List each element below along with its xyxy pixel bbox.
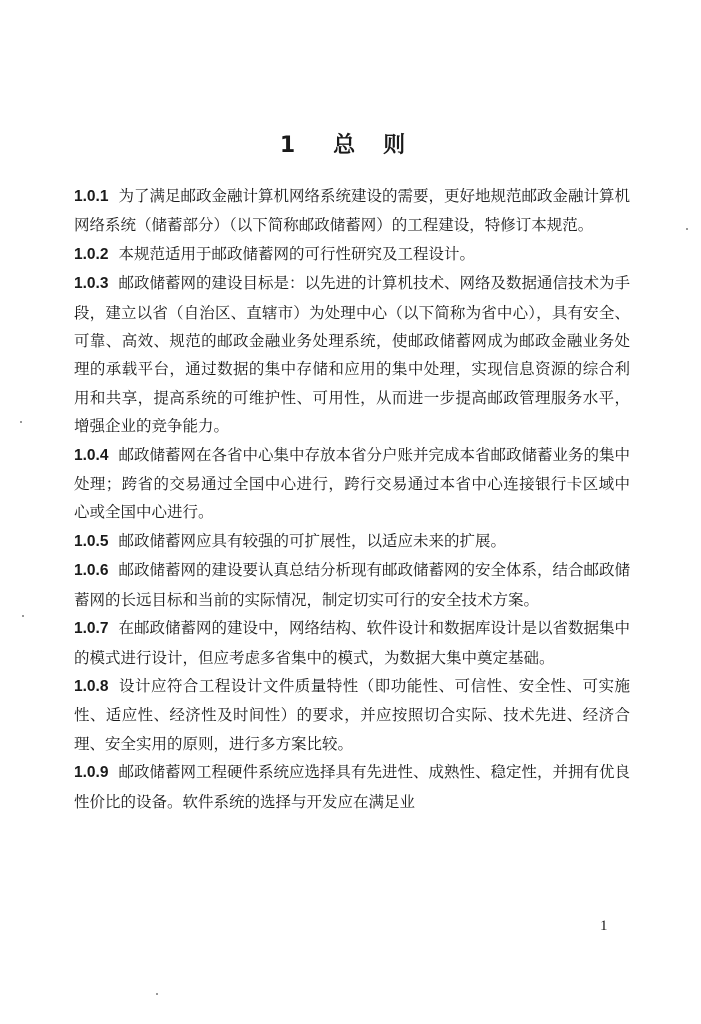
clause-text: 邮政储蓄网应具有较强的可扩展性，以适应未来的扩展。 (118, 531, 506, 550)
clause-1-0-7 (74, 614, 630, 672)
scan-speck (20, 421, 22, 423)
clause-number: 1.0.8 (74, 677, 109, 695)
clause-1-0-3 (74, 269, 630, 440)
chapter-number: 1 (279, 133, 300, 158)
clause-number: 1.0.4 (74, 446, 109, 464)
clause-1-0-5 (74, 527, 630, 556)
clause-number: 1.0.5 (74, 532, 109, 550)
clause-text: 设计应符合工程设计文件质量特性（即功能性、可信性、安全性、可实施性、适应性、经济性及时间性）的要求，并应按照切合实际、技术先进、经济合理、安全实用的原则，进行多方案比较。 (74, 676, 630, 753)
chapter-title (0, 128, 701, 159)
scan-speck (156, 993, 158, 995)
clause-number: 1.0.9 (74, 764, 109, 782)
chapter-title-char-1: 总 (333, 133, 360, 158)
clause-1-0-2 (74, 240, 630, 269)
clause-text: 邮政储蓄网在各省中心集中存放本省分户账并完成本省邮政储蓄业务的集中处理；跨省的交易通过全国中心进行，跨行交易通过本省中心连接银行卡区域中心或全国中心进行。 (74, 445, 630, 522)
scan-speck (686, 228, 688, 230)
page-number: 1 (600, 918, 608, 934)
clause-number: 1.0.3 (74, 275, 109, 293)
clause-number: 1.0.1 (74, 188, 109, 205)
clause-1-0-8 (74, 672, 630, 758)
clause-number: 1.0.7 (74, 620, 109, 638)
clause-number: 1.0.6 (74, 562, 109, 580)
clause-text: 邮政储蓄网的建设要认真总结分析现有邮政储蓄网的安全体系，结合邮政储蓄网的长远目标和当前的实际情况，制定切实可行的安全技术方案。 (74, 561, 630, 609)
clause-1-0-9 (74, 758, 630, 816)
clause-text: 邮政储蓄网的建设目标是：以先进的计算机技术、网络及数据通信技术为手段，建立以省（自治区、直辖市）为处理中心（以下简称为省中心），具有安全、可靠、高效、规范的邮政金融业务处理系统，使邮政储蓄网成为邮政金融业务处理的承载平台，通过数据的集中存储和应用的集中处理，实现信息资源的综合利用和共享，提高系统的可维护性、可用性，从而进一步提高邮政管理服务水平，增强企业的竞争能力。 (74, 274, 630, 436)
clause-text: 在邮政储蓄网的建设中，网络结构、软件设计和数据库设计是以省数据集中的模式进行设计，但应考虑多省集中的模式，为数据大集中奠定基础。 (74, 619, 630, 667)
clause-1-0-4 (74, 441, 630, 527)
clause-1-0-1 (74, 182, 630, 240)
clause-list (74, 182, 630, 816)
clause-text: 邮政储蓄网工程硬件系统应选择具有先进性、成熟性、稳定性，并拥有优良性价比的设备。软件系统的选择与开发应在满足业 (74, 763, 630, 811)
clause-1-0-6 (74, 556, 630, 614)
clause-number: 1.0.2 (74, 245, 109, 263)
clause-text: 为了满足邮政金融计算机网络系统建设的需要，更好地规范邮政金融计算机网络系统（储蓄部分）（以下简称邮政储蓄网）的工程建设，特修订本规范。 (74, 187, 630, 235)
chapter-title-char-2: 则 (383, 133, 410, 158)
clause-text: 本规范适用于邮政储蓄网的可行性研究及工程设计。 (118, 244, 475, 263)
scan-speck (22, 615, 24, 617)
